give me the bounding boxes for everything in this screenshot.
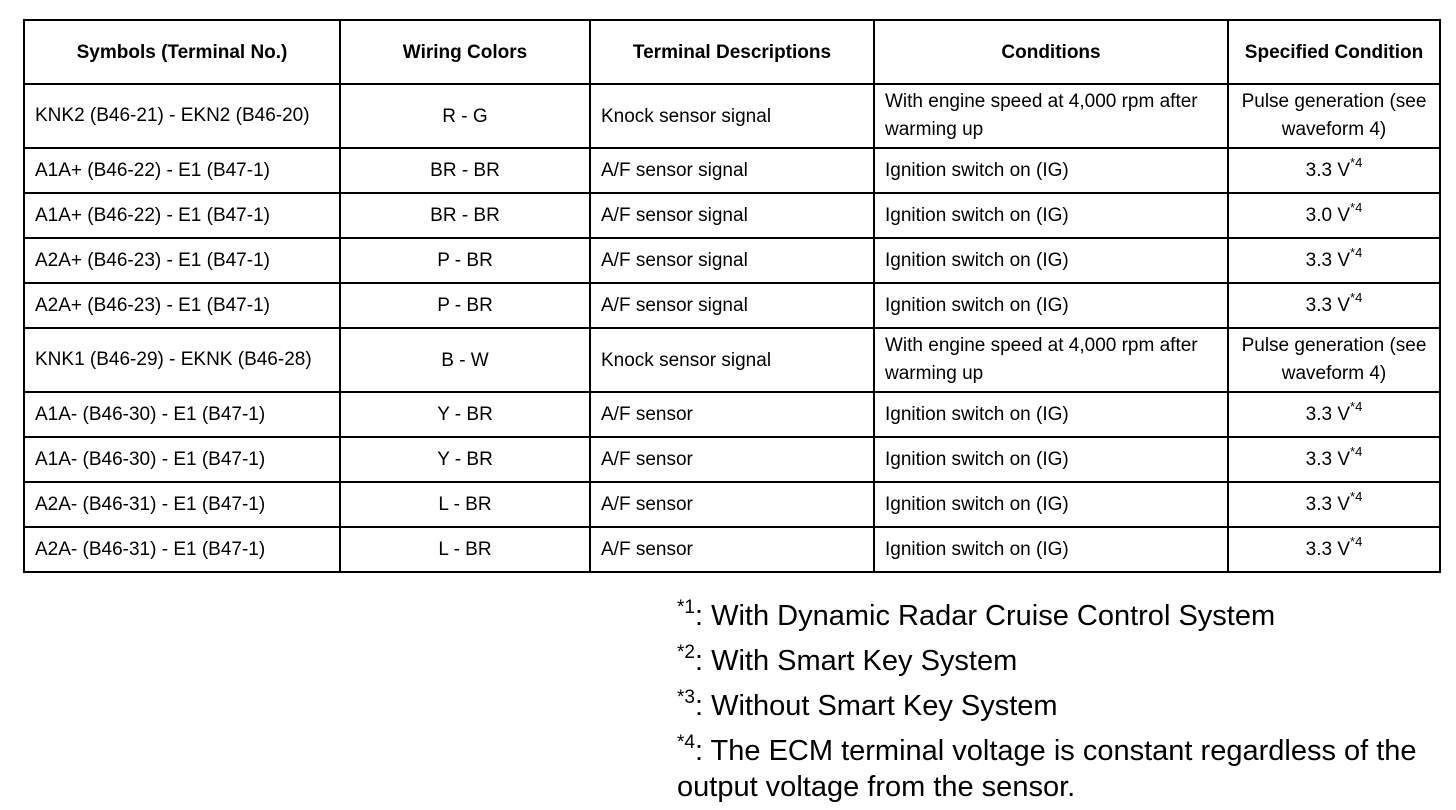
cell-spec (1228, 392, 1440, 437)
table-row (24, 283, 1440, 328)
footnote-4 (677, 733, 1437, 805)
cell-symbol: A1A- (B46-30) - E1 (B47-1) (24, 392, 340, 437)
footnote-mark: *1 (677, 597, 695, 618)
cell-description: Knock sensor signal (590, 328, 874, 392)
cell-wiring: BR - BR (340, 148, 590, 193)
cell-description: A/F sensor signal (590, 283, 874, 328)
footnote-text: : Without Smart Key System (694, 690, 1058, 722)
spec-footnote-mark: *4 (1350, 489, 1363, 504)
cell-symbol: A2A+ (B46-23) - E1 (B47-1) (24, 238, 340, 283)
cell-condition: Ignition switch on (IG) (874, 392, 1228, 437)
cell-description: Knock sensor signal (590, 84, 874, 148)
footnote-2 (677, 639, 1437, 684)
footnote-3 (677, 684, 1437, 729)
table-row (24, 238, 1440, 283)
cell-description: A/F sensor (590, 527, 874, 572)
cell-spec (1228, 84, 1440, 148)
cell-wiring: B - W (340, 328, 590, 392)
table-header-row (24, 20, 1440, 84)
cell-wiring: L - BR (340, 527, 590, 572)
spec-value: 3.0 V (1305, 205, 1351, 226)
header-conditions: Conditions (874, 20, 1228, 84)
cell-symbol: KNK1 (B46-29) - EKNK (B46-28) (24, 328, 340, 392)
table-row (24, 84, 1440, 148)
cell-wiring: Y - BR (340, 392, 590, 437)
spec-footnote-mark: *4 (1350, 444, 1363, 459)
spec-value: 3.3 V (1305, 539, 1351, 560)
table-row (24, 437, 1440, 482)
spec-value: 3.3 V (1305, 404, 1351, 425)
cell-spec (1228, 283, 1440, 328)
cell-spec (1228, 148, 1440, 193)
cell-condition: Ignition switch on (IG) (874, 283, 1228, 328)
spec-value: 3.3 V (1305, 160, 1351, 181)
cell-condition: Ignition switch on (IG) (874, 238, 1228, 283)
spec-footnote-mark: *4 (1350, 290, 1363, 305)
cell-spec (1228, 328, 1440, 392)
cell-wiring: R - G (340, 84, 590, 148)
cell-symbol: A1A- (B46-30) - E1 (B47-1) (24, 437, 340, 482)
cell-symbol: A1A+ (B46-22) - E1 (B47-1) (24, 148, 340, 193)
cell-symbol: A1A+ (B46-22) - E1 (B47-1) (24, 193, 340, 238)
spec-value: Pulse generation (see waveform 4) (1241, 335, 1427, 384)
spec-footnote-mark: *4 (1350, 399, 1363, 414)
cell-description: A/F sensor signal (590, 148, 874, 193)
table-row (24, 328, 1440, 392)
table-row (24, 193, 1440, 238)
footnote-text: : With Dynamic Radar Cruise Control System (694, 600, 1276, 632)
cell-condition: Ignition switch on (IG) (874, 527, 1228, 572)
cell-spec (1228, 527, 1440, 572)
cell-wiring: P - BR (340, 283, 590, 328)
spec-value: Pulse generation (see waveform 4) (1241, 91, 1427, 140)
cell-condition: Ignition switch on (IG) (874, 437, 1228, 482)
cell-spec (1228, 193, 1440, 238)
footnote-text: : With Smart Key System (694, 645, 1018, 677)
footnote-mark: *2 (677, 642, 695, 663)
terminal-spec-table (23, 19, 1441, 573)
spec-value: 3.3 V (1305, 295, 1351, 316)
spec-footnote-mark: *4 (1350, 245, 1363, 260)
cell-description: A/F sensor signal (590, 193, 874, 238)
table-row (24, 148, 1440, 193)
footnote-mark: *4 (677, 732, 695, 753)
spec-footnote-mark: *4 (1350, 200, 1363, 215)
spec-footnote-mark: *4 (1350, 155, 1363, 170)
table-row (24, 482, 1440, 527)
cell-symbol: A2A- (B46-31) - E1 (B47-1) (24, 482, 340, 527)
header-wiring-colors: Wiring Colors (340, 20, 590, 84)
cell-condition: Ignition switch on (IG) (874, 482, 1228, 527)
cell-spec (1228, 238, 1440, 283)
cell-description: A/F sensor signal (590, 238, 874, 283)
header-terminal-descriptions: Terminal Descriptions (590, 20, 874, 84)
cell-description: A/F sensor (590, 437, 874, 482)
cell-condition: Ignition switch on (IG) (874, 193, 1228, 238)
cell-symbol: A2A+ (B46-23) - E1 (B47-1) (24, 283, 340, 328)
header-specified-condition: Specified Condition (1228, 20, 1440, 84)
cell-wiring: L - BR (340, 482, 590, 527)
cell-condition: With engine speed at 4,000 rpm after warming up (874, 84, 1228, 148)
spec-footnote-mark: *4 (1350, 534, 1363, 549)
footnote-mark: *3 (677, 687, 695, 708)
cell-description: A/F sensor (590, 392, 874, 437)
footnote-text: : The ECM terminal voltage is constant regardless of the output voltage from the sensor. (677, 735, 1417, 803)
header-symbols: Symbols (Terminal No.) (24, 20, 340, 84)
cell-condition: With engine speed at 4,000 rpm after warming up (874, 328, 1228, 392)
cell-description: A/F sensor (590, 482, 874, 527)
spec-value: 3.3 V (1305, 449, 1351, 470)
table-row (24, 392, 1440, 437)
cell-wiring: P - BR (340, 238, 590, 283)
cell-wiring: Y - BR (340, 437, 590, 482)
spec-value: 3.3 V (1305, 494, 1351, 515)
cell-wiring: BR - BR (340, 193, 590, 238)
table-row (24, 527, 1440, 572)
cell-spec (1228, 437, 1440, 482)
spec-value: 3.3 V (1305, 250, 1351, 271)
cell-condition: Ignition switch on (IG) (874, 148, 1228, 193)
footnote-1 (677, 594, 1437, 639)
cell-symbol: KNK2 (B46-21) - EKN2 (B46-20) (24, 84, 340, 148)
cell-spec (1228, 482, 1440, 527)
footnotes (677, 594, 1437, 805)
cell-symbol: A2A- (B46-31) - E1 (B47-1) (24, 527, 340, 572)
